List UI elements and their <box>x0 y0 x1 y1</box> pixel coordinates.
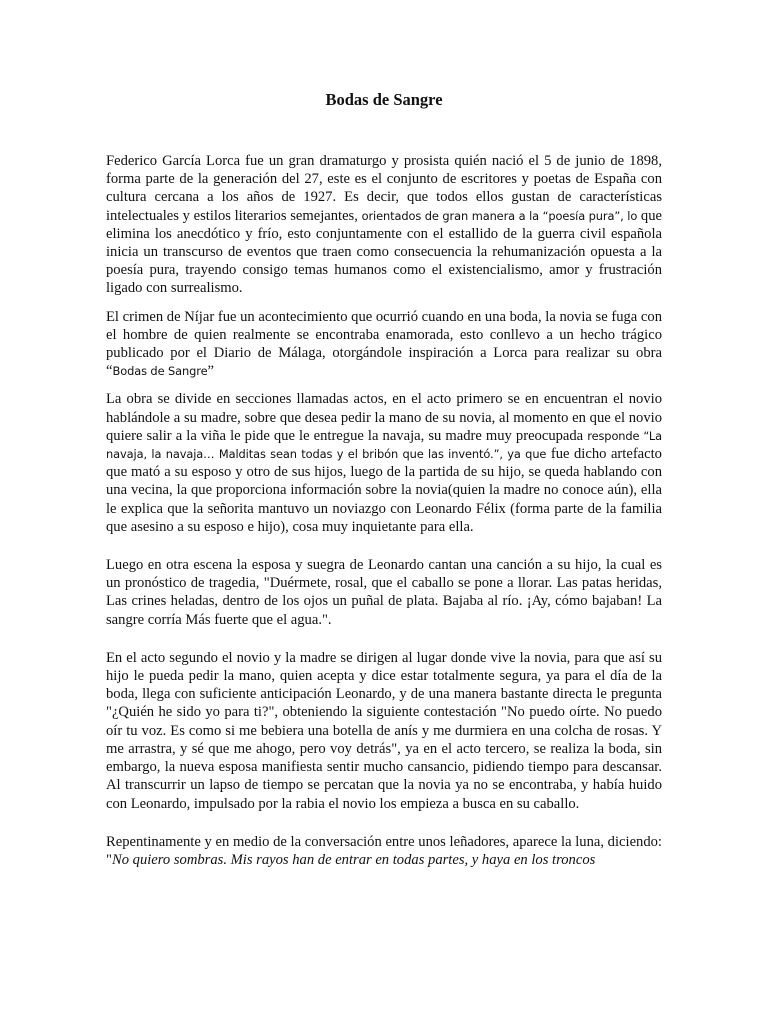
paragraph-3-text-c: fue dicho artefacto que mató a su esposo y otro de sus hijos, luego de la partida de su hijo, se queda hablando con una vecina, la que proporciona información sobre la novia(quien la madre no conoce aún), ella le explica que la señorita mantuvo un noviazgo con Leonardo Félix (forma parte de la familia que asesino a su esposo e hijo), cosa muy inquietante para ella. <box>106 446 662 535</box>
paragraph-6-text-a: Repentinamente y en medio de la conversación entre unos leñadores, aparece la luna, diciendo: " <box>106 833 662 868</box>
paragraph-1-text-a: Federico García Lorca fue un gran dramaturgo y prosista quién nació el 5 de junio de 1898, forma parte de la generación del 27, este es el conjunto de escritores y poetas de España con cultura cercana a los años de 1927. Es decir, que todos ellos gustan de características intelectuales y estilos literarios semejantes, <box>106 153 662 224</box>
paragraph-3-text-a: La obra se divide en secciones llamadas actos, en el acto primero se en encuentran el novio hablándole a su madre, sobre que desea pedir la mano de su novia, al momento en que el novio quiere salir a la viña le pide que le entregue la navaja, su madre muy preocupada <box>106 391 662 444</box>
paragraph-1 <box>106 152 662 298</box>
paragraph-3-text-b: responde “La navaja, la navaja… Malditas sean todas y el bribón que las inventó.”, ya que <box>106 428 662 462</box>
paragraph-1-text-b: orientados de gran manera a la “poesía pura”, lo <box>361 208 638 223</box>
paragraph-6-text-b: No quiero sombras. Mis rayos han de entrar en todas partes, y haya en los troncos <box>111 851 596 868</box>
document-title: Bodas de Sangre <box>325 90 443 109</box>
document-body <box>106 152 662 879</box>
paragraph-2-text-a: El crimen de Níjar fue un acontecimiento que ocurrió cuando en una boda, la novia se fuga con el hombre de quien realmente se encontraba enamorada, esto conllevo a un hecho trágico publicado por el Diario de Málaga, otorgándole inspiración a Lorca para realizar su obra “ <box>106 308 662 380</box>
paragraph-2-text-b: Bodas de Sangre <box>112 364 208 379</box>
paragraph-4: Luego en otra escena la esposa y suegra de Leonardo cantan una canción a su hijo, la cual es un pronóstico de tragedia, "Duérmete, rosal, que el caballo se pone a llorar. Las patas heridas, Las crines heladas, dentro de los ojos un puñal de plata. Bajaba al río. ¡Ay, cómo bajaban! La sangre corría Más fuerte que el agua.". <box>106 557 662 628</box>
paragraph-3 <box>106 390 662 536</box>
paragraph-2 <box>106 308 662 381</box>
paragraph-2-text-c: ” <box>207 363 214 380</box>
paragraph-5: En el acto segundo el novio y la madre se dirigen al lugar donde vive la novia, para que así su hijo le pueda pedir la mano, quien acepta y dice estar totalmente segura, ya para el día de la boda, llega con suficiente anticipación Leonardo, y de una manera bastante directa le pregunta "¿Quién he sido yo para ti?", obteniendo la siguiente contestación "No puedo oírte. No puedo oír tu voz. Es como si me bebiera una botella de anís y me durmiera en una colcha de rosas. Y me arrastra, y sé que me ahogo, pero voy detrás", ya en el acto tercero, se realiza la boda, sin embargo, la nueva esposa manifiesta sentir mucho cansancio, pidiendo tiempo para descansar. Al transcurrir un lapso de tiempo se percatan que la novia ya no se encontraba, y había huido con Leonardo, impulsado por la rabia el novio los empieza a busca en su caballo. <box>106 649 662 812</box>
paragraph-6 <box>106 833 662 869</box>
paragraph-1-text-c: que elimina los anecdótico y frío, esto conjuntamente con el estallido de la guerra civil española inicia un transcurso de eventos que traen como consecuencia la rehumanización opuesta a la poesía pura, trayendo consigo temas humanos como el existencialismo, amor y frustración ligado con surrealismo. <box>106 207 662 297</box>
